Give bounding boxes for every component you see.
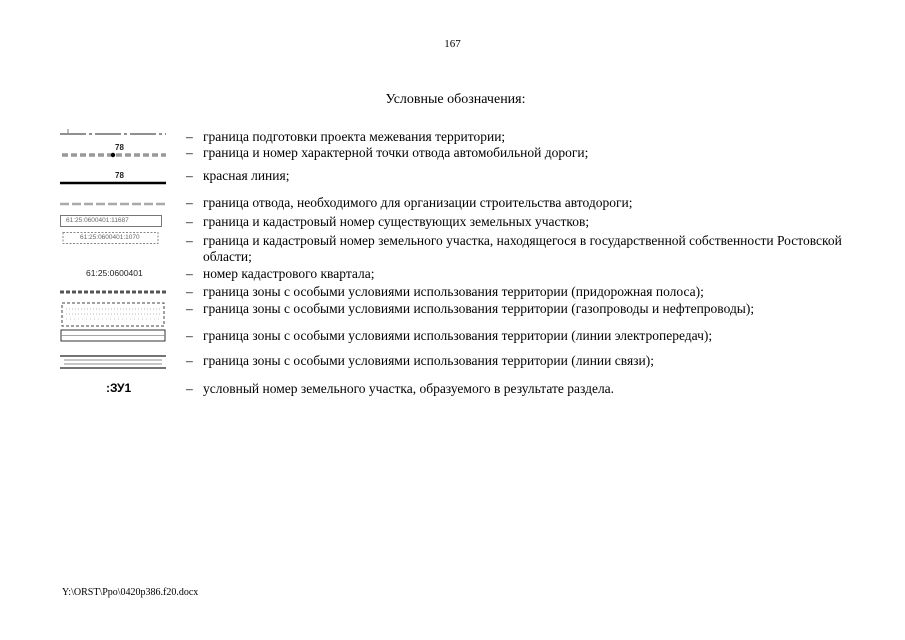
power-line-zone-box xyxy=(60,328,166,352)
red-line-point-label: 78 xyxy=(115,171,124,180)
legend-row xyxy=(0,145,905,169)
legend-row xyxy=(0,301,905,325)
state-parcel-symbol xyxy=(60,231,166,255)
new-parcel-number-symbol xyxy=(60,381,166,405)
legend-dash: – xyxy=(186,214,193,229)
footer-file-path: Y:\ORST\Ppo\0420p386.f20.docx xyxy=(62,587,199,598)
legend-dash: – xyxy=(186,353,193,368)
legend-text: граница зоны с особыми условиями использования территории (линии электропередач); xyxy=(203,328,713,343)
legend-text: граница отвода, необходимого для организации строительства автодороги; xyxy=(203,195,633,210)
legend-text: красная линия; xyxy=(203,168,290,183)
cadastral-quarter-label: 61:25:0600401 xyxy=(86,268,143,278)
legend-text: граница подготовки проекта межевания территории; xyxy=(203,129,506,144)
road-boundary-line xyxy=(60,145,166,169)
legend-text: граница зоны с особыми условиями использования территории (газопроводы и нефтепроводы); xyxy=(203,301,755,316)
legend-text: условный номер земельного участка, образуемого в результате раздела. xyxy=(203,381,615,396)
state-parcel-cadastral-label: 61:25:0600401:1070 xyxy=(80,234,140,241)
pipeline-zone-symbol xyxy=(60,301,166,325)
legend-dash: – xyxy=(186,233,193,248)
existing-parcel-cadastral-label: 61:25:0600401:11687 xyxy=(66,217,129,224)
legend-row xyxy=(0,381,905,405)
legend-text: номер кадастрового квартала; xyxy=(203,266,375,281)
legend-dash: – xyxy=(186,145,193,160)
legend-dash: – xyxy=(186,129,193,144)
legend-row xyxy=(0,328,905,352)
legend-dash: – xyxy=(186,266,193,281)
legend-text: граница зоны с особыми условиями использования территории (линии связи); xyxy=(203,353,654,368)
communication-line-zone-symbol xyxy=(60,353,166,377)
legend-text: граница и кадастровый номер земельного участка, находящегося в государственной собственности Ростовской области; xyxy=(203,233,842,264)
page-number: 167 xyxy=(444,38,461,50)
red-line-symbol xyxy=(60,168,166,192)
legend-text: граница и номер характерной точки отвода автомобильной дороги; xyxy=(203,145,589,160)
legend-title: Условные обозначения: xyxy=(385,92,526,107)
power-line-zone-symbol xyxy=(60,328,166,352)
legend-dash: – xyxy=(186,301,193,316)
pipeline-zone-box xyxy=(60,301,166,331)
legend-text: граница зоны с особыми условиями использования территории (придорожная полоса); xyxy=(203,284,704,299)
communication-line-zone-lines xyxy=(60,353,166,377)
legend-row xyxy=(0,353,905,377)
legend-dash: – xyxy=(186,328,193,343)
legend-text: граница и кадастровый номер существующих земельных участков; xyxy=(203,214,590,229)
new-parcel-number-label: :ЗУ1 xyxy=(106,381,132,395)
legend-dash: – xyxy=(186,168,193,183)
legend-dash: – xyxy=(186,195,193,210)
legend-row xyxy=(0,168,905,192)
legend-row xyxy=(0,231,905,265)
legend-dash: – xyxy=(186,381,193,396)
red-line xyxy=(60,168,166,192)
road-boundary-symbol xyxy=(60,145,166,169)
boundary-point-marker xyxy=(111,153,115,157)
legend-dash: – xyxy=(186,284,193,299)
point-number-label: 78 xyxy=(115,143,124,152)
